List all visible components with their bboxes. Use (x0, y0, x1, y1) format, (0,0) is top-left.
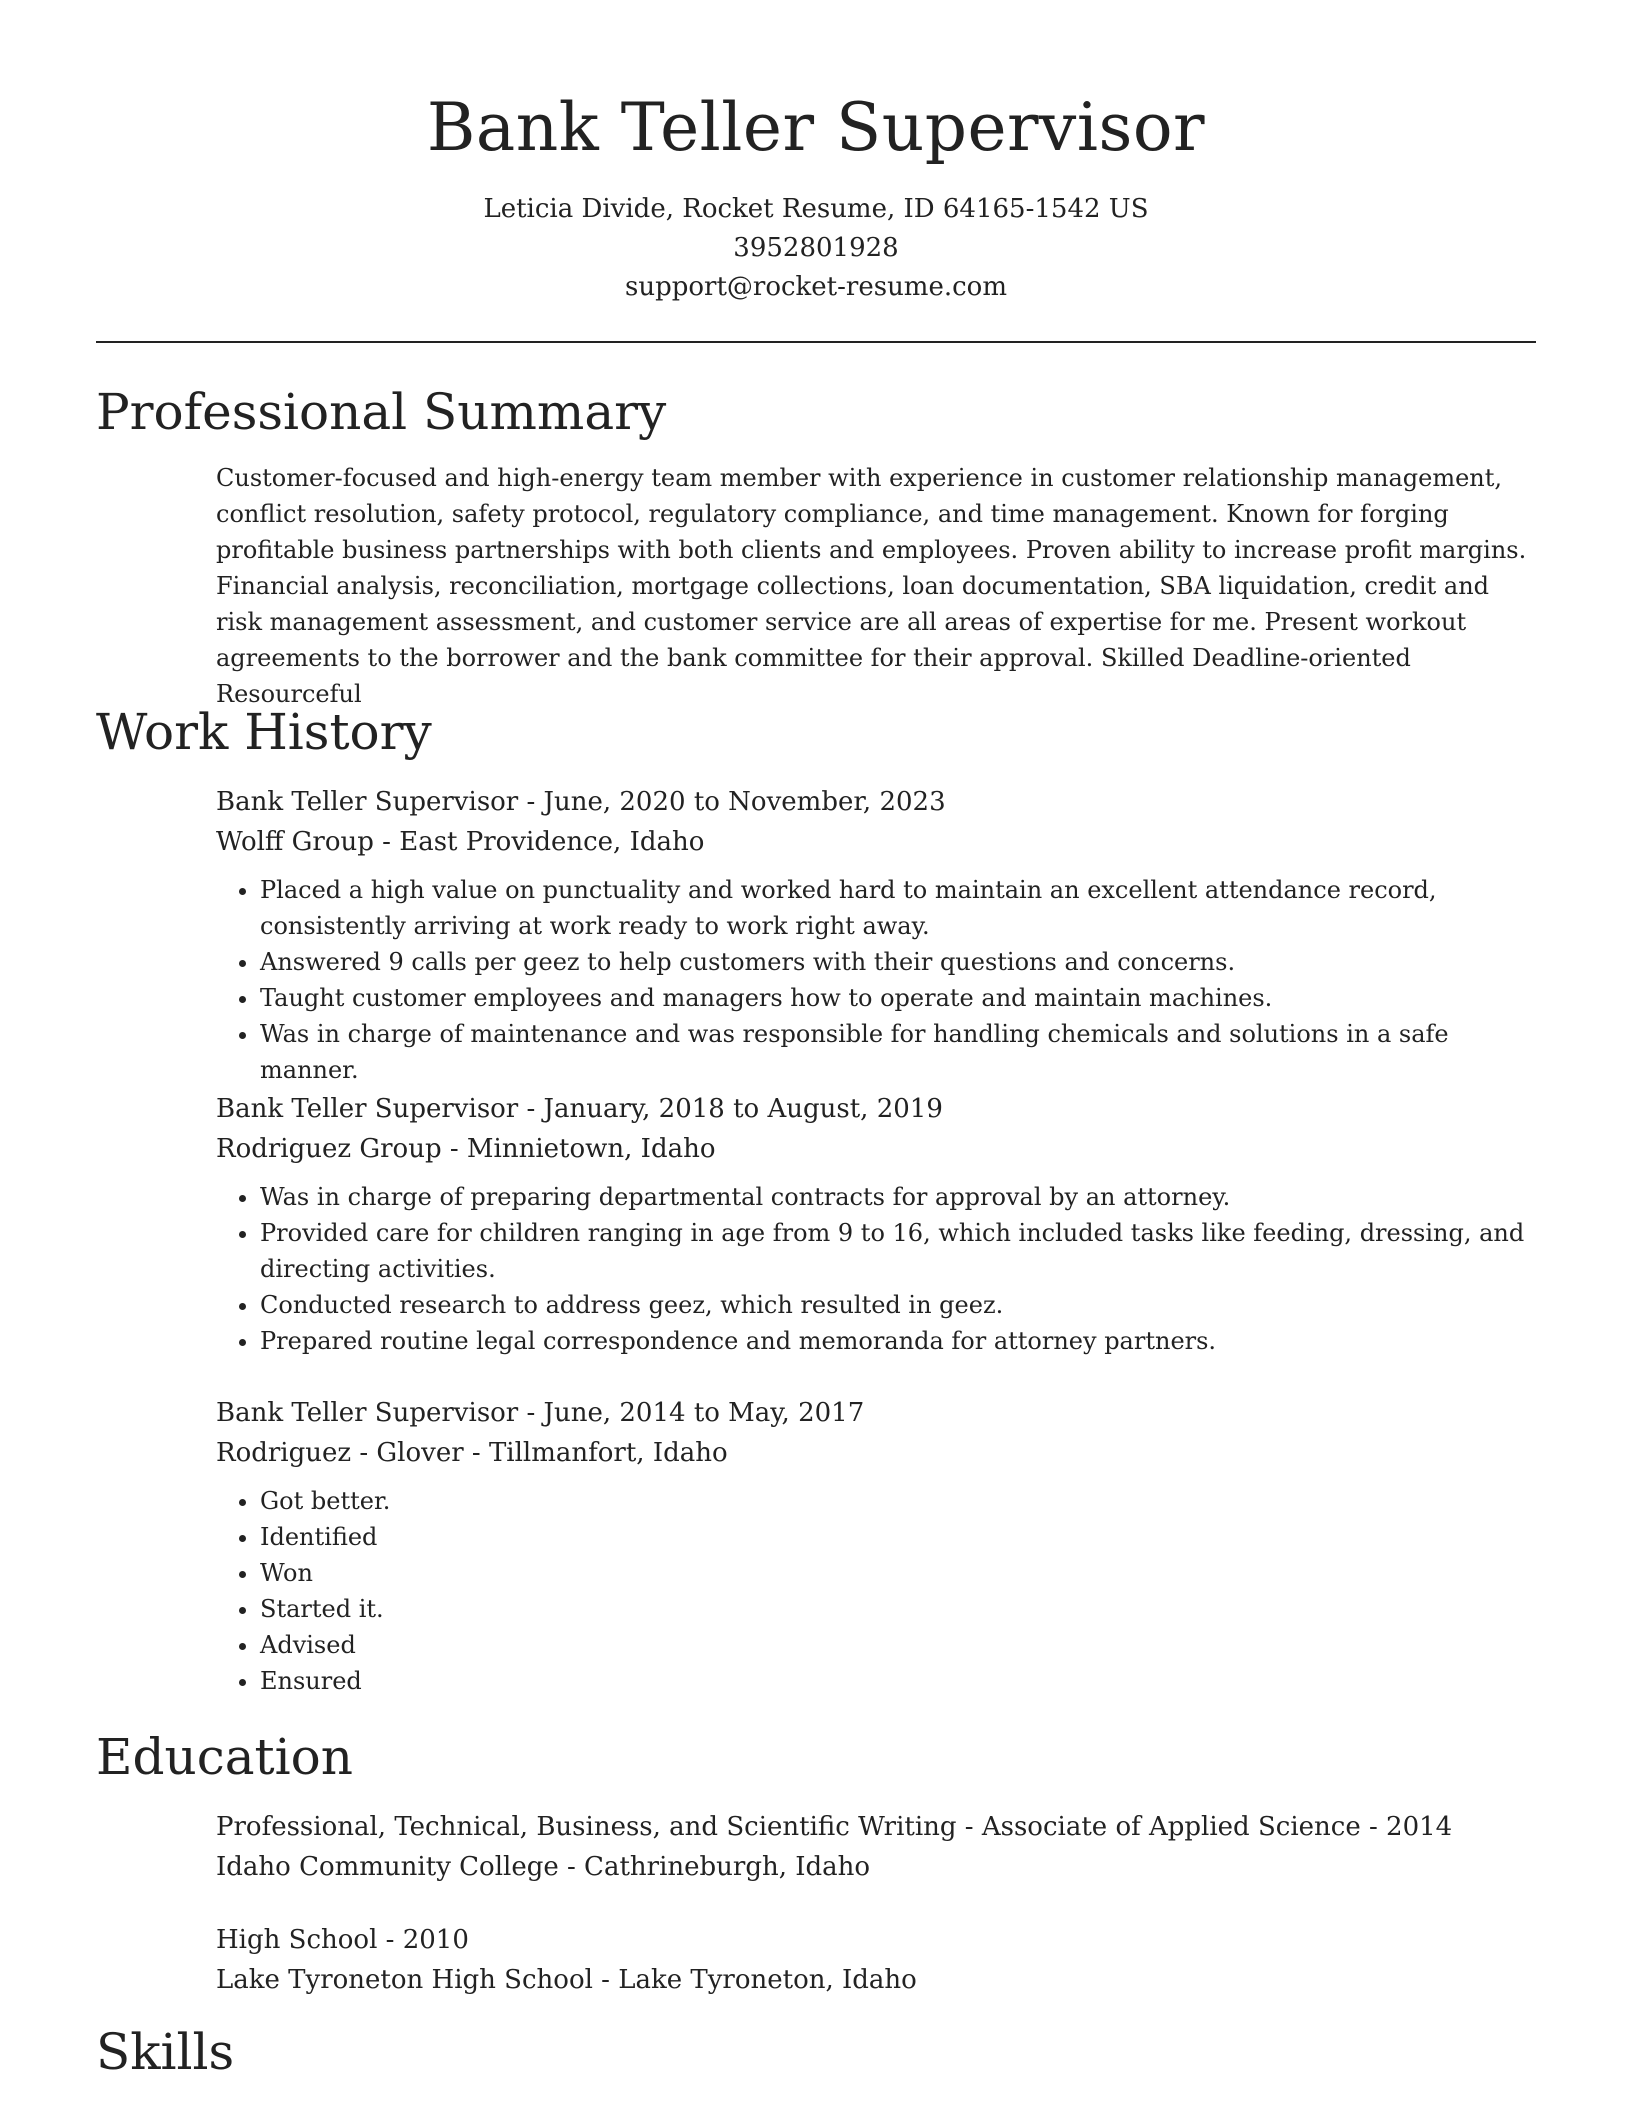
education-degree-line: High School - 2010 (216, 1925, 469, 1955)
job-bullet: • Prepared routine legal correspondence and memoranda for attorney partners. (260, 1323, 1536, 1359)
job-title-line: Bank Teller Supervisor - January, 2018 to August, 2019 (216, 1094, 943, 1124)
education-school-line: Idaho Community College - Cathrineburgh, Idaho (216, 1852, 871, 1882)
resume-title: Bank Teller Supervisor (426, 89, 1206, 166)
education-school-line: Lake Tyroneton High School - Lake Tyroneton, Idaho (216, 1965, 917, 1995)
job-entry (216, 782, 1536, 1088)
job-bullet: • Taught customer employees and managers how to operate and maintain machines. (260, 980, 1536, 1016)
job-bullet-list (216, 1483, 1536, 1699)
job-bullet-list (216, 872, 1536, 1088)
skills-heading: Skills (96, 2023, 235, 2081)
resume-header (96, 84, 1536, 307)
job-bullet: • Was in charge of preparing departmental contracts for approval by an attorney. (260, 1179, 1536, 1215)
job-bullet: • Provided care for children ranging in age from 9 to 16, which included tasks like feeding, dressing, and directing activities. (260, 1215, 1536, 1287)
contact-email: support@rocket-resume.com (624, 272, 1007, 302)
job-bullet: • Started it. (260, 1591, 1536, 1627)
summary-text: Customer-focused and high-energy team member with experience in customer relationship management, conflict resolution, safety protocol, regulatory compliance, and time management. Known for forging profitable business partnerships with both clients and employees. Proven ability to increase profit margins. Financial analysis, reconciliation, mortgage collections, loan documentation, SBA liquidation, credit and risk management assessment, and customer service are all areas of expertise for me. Present workout agreements to the borrower and the bank committee for their approval. Skilled Deadline-oriented Resourceful (216, 464, 1527, 708)
job-title-line: Bank Teller Supervisor - June, 2020 to November, 2023 (216, 787, 946, 817)
contact-block (96, 190, 1536, 307)
job-bullet: • Conducted research to address geez, which resulted in geez. (260, 1287, 1536, 1323)
job-bullet: • Got better. (260, 1483, 1536, 1519)
job-bullet-list (216, 1179, 1536, 1359)
job-company-line: Wolff Group - East Providence, Idaho (216, 827, 705, 857)
job-bullet: • Was in charge of maintenance and was responsible for handling chemicals and solutions in a safe manner. (260, 1016, 1536, 1088)
education-degree-line: Professional, Technical, Business, and Scientific Writing - Associate of Applied Science - 2014 (216, 1812, 1453, 1842)
summary-heading: Professional Summary (96, 383, 667, 441)
job-title-line: Bank Teller Supervisor - June, 2014 to May, 2017 (216, 1398, 865, 1428)
education-entry (216, 1807, 1536, 1887)
job-entry (216, 1089, 1536, 1359)
education-heading: Education (96, 1728, 353, 1786)
job-entry (216, 1393, 1536, 1699)
contact-address: Leticia Divide, Rocket Resume, ID 64165-1542 US (483, 194, 1149, 224)
header-divider (96, 341, 1536, 343)
job-bullet: • Advised (260, 1627, 1536, 1663)
job-bullet: • Placed a high value on punctuality and worked hard to maintain an excellent attendance record, consistently arriving at work ready to work right away. (260, 872, 1536, 944)
work-history-heading: Work History (96, 703, 432, 761)
job-bullet: • Answered 9 calls per geez to help customers with their questions and concerns. (260, 944, 1536, 980)
job-company-line: Rodriguez - Glover - Tillmanfort, Idaho (216, 1438, 728, 1468)
job-bullet: • Ensured (260, 1663, 1536, 1699)
job-bullet: • Identified (260, 1519, 1536, 1555)
contact-phone: 3952801928 (733, 233, 899, 263)
education-entry (216, 1920, 1536, 2000)
job-bullet: • Won (260, 1555, 1536, 1591)
job-company-line: Rodriguez Group - Minnietown, Idaho (216, 1134, 716, 1164)
